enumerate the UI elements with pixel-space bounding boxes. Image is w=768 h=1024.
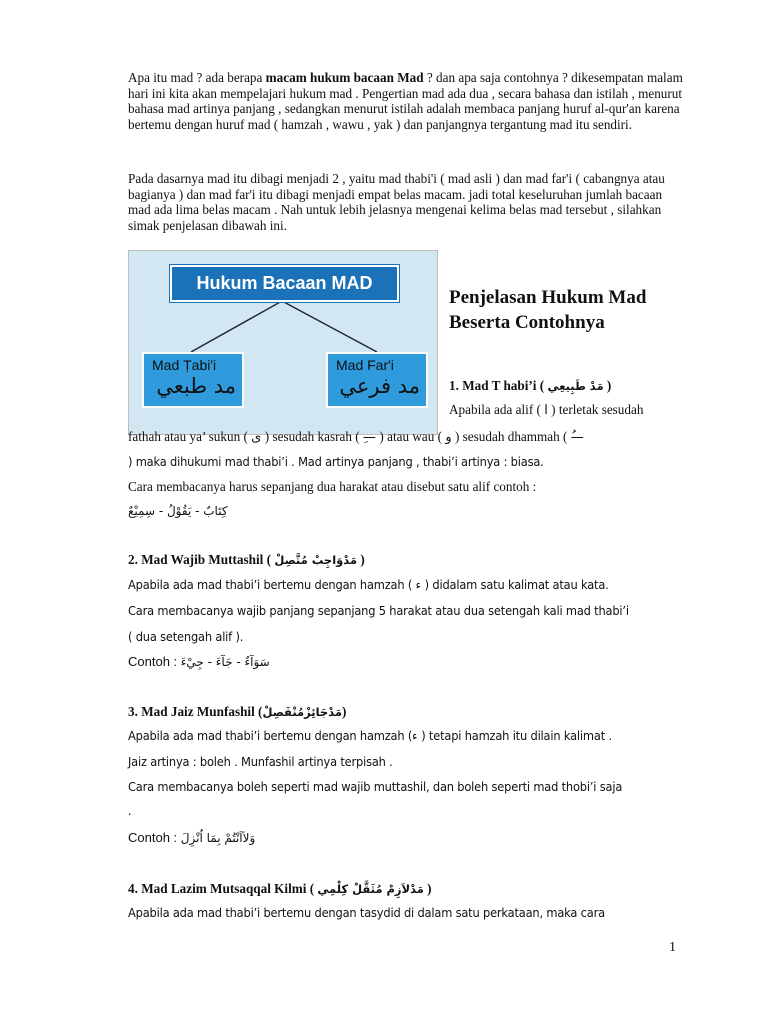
heading-mad-wajib-muttashil: 2. Mad Wajib Muttashil ( مَدْوَاجِبْ مُتَّصِلْ ) (128, 552, 365, 567)
mad-jaiz-text-line-4: . (128, 803, 132, 818)
mad-wajib-text-line-3: ( dua setengah alif ). (128, 630, 244, 644)
diagram-title: Hukum Bacaan MAD (170, 265, 399, 302)
heading-mad-thabii: 1. Mad T habi’i ( مَدْ طَبِيعِي ) (449, 378, 612, 393)
section-title: Penjelasan Hukum Mad Beserta Contohnya (449, 287, 647, 333)
mad-jaiz-contoh-arabic: وَلاَاَنْتُمْ بِمَا اُنْزِلَ (180, 831, 256, 845)
hukum-mad-diagram (128, 250, 438, 435)
mad-tabii-label: Mad Ṭabi'i (152, 357, 217, 373)
mad-thabii-text-line-3: ) maka dihukumi mad thabi’i . Mad artinya panjang , thabi’i artinya : biasa. (128, 455, 544, 469)
mad-wajib-text-line-2: Cara membacanya wajib panjang sepanjang 5 harakat atau dua setengah kali mad thabi’i (128, 604, 629, 618)
mad-fari-node (326, 352, 428, 408)
mad-thabii-text-line-1: Apabila ada alif ( ا ) terletak sesudah (449, 402, 644, 417)
mad-wajib-contoh: Contoh : سَوَآءٌ - جَآءَ - جِيْءَ (128, 654, 270, 669)
mad-wajib-contoh-arabic: سَوَآءٌ - جَآءَ - جِيْءَ (180, 655, 270, 669)
intro-paragraph-2: Pada dasarnya mad itu dibagi menjadi 2 , yaitu mad thabi'i ( mad asli ) dan mad far'i ( cabangnya atau bagianya ) dan mad far'i itu dibagi menjadi empat belas macam. jadi total keseluruhan jumlah bacaan mad ada lima belas macam . Nah untuk lebih jelasnya mengenai kelima belas mad tersebut , silahkan simak penjelasan dibawah ini. (128, 171, 665, 233)
mad-jaiz-text-line-3: Cara membacanya boleh seperti mad wajib muttashil, dan boleh seperti mad thobi’i saja (128, 780, 623, 794)
mad-jaiz-text-line-2: Jaiz artinya : boleh . Munfashil artinya terpisah . (128, 755, 393, 769)
heading-mad-lazim-mutsaqqal-kilmi: 4. Mad Lazim Mutsaqqal Kilmi ( مَدْلاَزِمْ مُثَقَّلْ كِلْمِي ) (128, 881, 432, 896)
mad-tabii-node (142, 352, 244, 408)
mad-lazim-text-line-1: Apabila ada mad thabi’i bertemu dengan tasydid di dalam satu perkataan, maka cara (128, 906, 605, 920)
mad-thabii-text-line-2: fathah atau ya’ sukun ( ى ) sesudah kasrah ( —ِ ) atau wau ( و ) sesudah dhammah ( —ُ (128, 429, 584, 444)
page-number: 1 (669, 940, 676, 955)
mad-wajib-text-line-1: Apabila ada mad thabi’i bertemu dengan hamzah ( ء ) didalam satu kalimat atau kata. (128, 578, 609, 592)
mad-thabii-example: كِتَابٌ - يَقُوْلُ - سِمِيْعٌ (128, 504, 228, 518)
mad-jaiz-text-line-1: Apabila ada mad thabi’i bertemu dengan hamzah (ء ) tetapi hamzah itu dilain kalimat . (128, 729, 612, 743)
mad-tabii-arabic: مد طبعي (156, 374, 236, 398)
mad-fari-arabic: مد فرعي (339, 374, 420, 398)
mad-jaiz-contoh: Contoh : وَلاَاَنْتُمْ بِمَا اُنْزِلَ (128, 830, 256, 845)
mad-fari-label: Mad Far'i (336, 357, 394, 373)
intro-paragraph-1: Apa itu mad ? ada berapa macam hukum bacaan Mad ? dan apa saja contohnya ? dikesempatan malam hari ini kita akan mempelajari hukum mad . Pengertian mad ada dua , secara bahasa dan istilah , menurut bahasa mad artinya panjang , sedangkan menurut istilah adalah membaca panjang huruf al-qur'an karena bertemu dengan huruf mad ( hamzah , wawu , yak ) dan panjangnya tergantung mad itu sendiri. (128, 70, 683, 132)
mad-thabii-text-line-4: Cara membacanya harus sepanjang dua harakat atau disebut satu alif contoh : (128, 479, 537, 494)
heading-mad-jaiz-munfashil: 3. Mad Jaiz Munfashil (مَدْجَائِزْمُنْفَصِلْ) (128, 704, 347, 719)
